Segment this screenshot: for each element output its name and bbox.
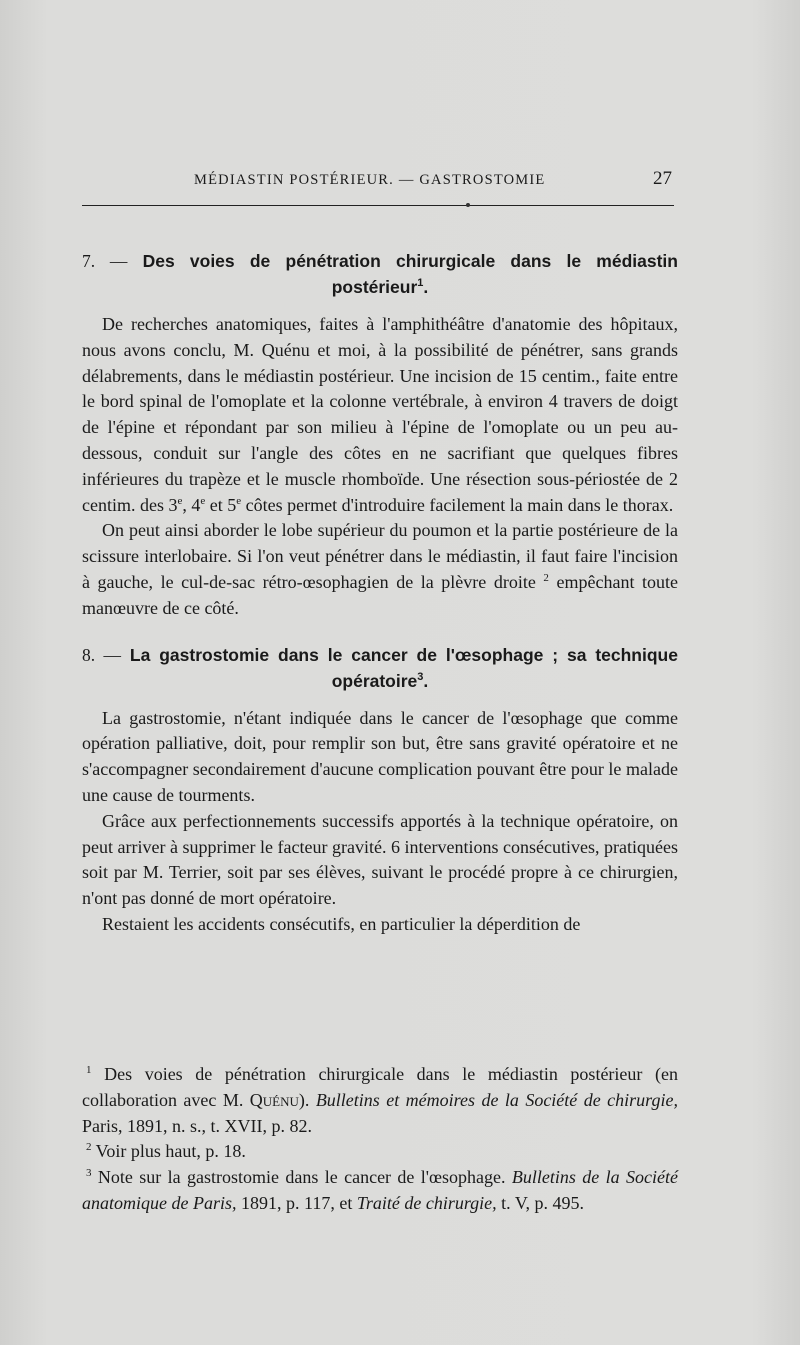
fn2-mark: 2 — [86, 1141, 92, 1154]
fn3-a: Note sur la gastrostomie dans le cancer de l'œsophage. — [91, 1167, 512, 1188]
section-8-paragraph-1: La gastrostomie, n'étant indiquée dans le cancer de l'œsophage que comme opération palliative, doit, pour remplir son but, être sans gravité opératoire et ne s'accompagner secondairement d'aucune complication pouvant être pour le malade une cause de tourments. — [82, 707, 678, 805]
fn3-journal: Bulletins de la Société anatomique de Paris, — [82, 1167, 678, 1213]
s7-p2-b: empêchant toute manœuvre de ce côté. — [82, 571, 679, 618]
footnote-2 — [82, 1139, 678, 1165]
fn3-work: Traité de chirurgie, — [356, 1192, 497, 1213]
footnotes — [82, 1062, 678, 1217]
section-8-paragraph-2: Grâce aux perfectionnements successifs apportés à la technique opératoire, on peut arriver à supprimer le facteur gravité. 6 interventions consécutives, pratiquées soit par M. Terrier, soit par ses élèves, suivant le procédé propre à ce chirurgien, n'ont pas donné de mort opératoire. — [82, 810, 678, 909]
s7-sup-e2: e — [200, 494, 206, 507]
section-8-heading — [82, 642, 678, 694]
s7-p2-a: On peut ainsi aborder le lobe supérieur du poumon et la partie postérieure de la scissure interlobaire. Si l'on veut pénétrer dans le médiastin, il faut faire l'incision à gauche, le cul-de-sac rétro-œsophagien de la plèvre droite — [82, 520, 678, 592]
fn1-c: Paris, 1891, n. s., t. XVII, p. 82. — [82, 1115, 312, 1136]
section-7-heading — [82, 248, 678, 300]
fn3-c: t. V, p. 495. — [496, 1192, 585, 1213]
section-8-number: 8. — — [82, 644, 122, 665]
footnote-ref-1: 1 — [417, 277, 424, 290]
fn1-mark: 1 — [86, 1064, 92, 1076]
s7-p1-d: côtes permet d'introduire facilement la main dans le thorax. — [241, 494, 674, 515]
fn3-mark: 3 — [86, 1167, 92, 1180]
section-8-title: La gastrostomie dans le cancer de l'œsophage ; sa technique opératoire — [129, 644, 678, 691]
fn3-b: 1891, p. 117, et — [236, 1192, 357, 1213]
s7-p1-a: De recherches anatomiques, faites à l'amphithéâtre d'anatomie des hôpitaux, nous avons conclu, M. Quénu et moi, à la possibilité de pénétrer, sans grands délabrements, dans le médiastin postérieur. Une incision de 15 centim., faite entre le bord spinal de l'omoplate et la colonne vertébrale, à environ 4 travers de doigt de l'épine et répondant par son milieu à l'épine de l'omoplate ou un peu au-dessous, conduit sur l'angle des côtes en ne sacrifiant que quelques fibres inférieures du trapèze et le muscle rhomboïde. Une résection sous-périostée de 2 centim. des 3 — [82, 314, 678, 515]
section-8-paragraph-3: Restaient les accidents consécutifs, en particulier la déperdition de — [102, 913, 581, 934]
section-7-number: 7. — — [82, 251, 128, 271]
page-number: 27 — [653, 168, 672, 189]
section-7-paragraph-2 — [82, 518, 678, 621]
running-title: MÉDIASTIN POSTÉRIEUR. — GASTROSTOMIE — [194, 172, 546, 188]
fn1-name: Quénu — [249, 1089, 299, 1110]
section-8-title-end: . — [423, 670, 429, 691]
section-7-paragraph-1 — [82, 312, 678, 518]
fn2-text: Voir plus haut, p. 18. — [91, 1141, 246, 1162]
fn1-journal: Bulletins et mémoires de la Société de chirurgie, — [315, 1089, 678, 1110]
footnote-ref-3: 3 — [417, 670, 424, 683]
s7-sup-e3: e — [236, 494, 242, 507]
s7-p1-c: et 5 — [205, 494, 237, 515]
footnote-3 — [82, 1165, 678, 1217]
main-text — [82, 248, 678, 938]
fn1-a: Des voies de pénétration chirurgicale dans le médiastin postérieur (en collaboration avec M. — [82, 1064, 678, 1110]
section-7-title: Des voies de pénétration chirurgicale dans le médiastin postérieur — [142, 251, 678, 297]
footnote-1 — [82, 1062, 678, 1139]
s7-sup-e1: e — [177, 494, 183, 507]
footnote-ref-2: 2 — [543, 571, 549, 584]
header-rule — [82, 205, 674, 206]
rule-mark — [466, 203, 470, 207]
section-7-title-end: . — [423, 277, 429, 297]
s7-p1-b: , 4 — [182, 494, 201, 515]
fn1-b: ). — [298, 1089, 316, 1110]
